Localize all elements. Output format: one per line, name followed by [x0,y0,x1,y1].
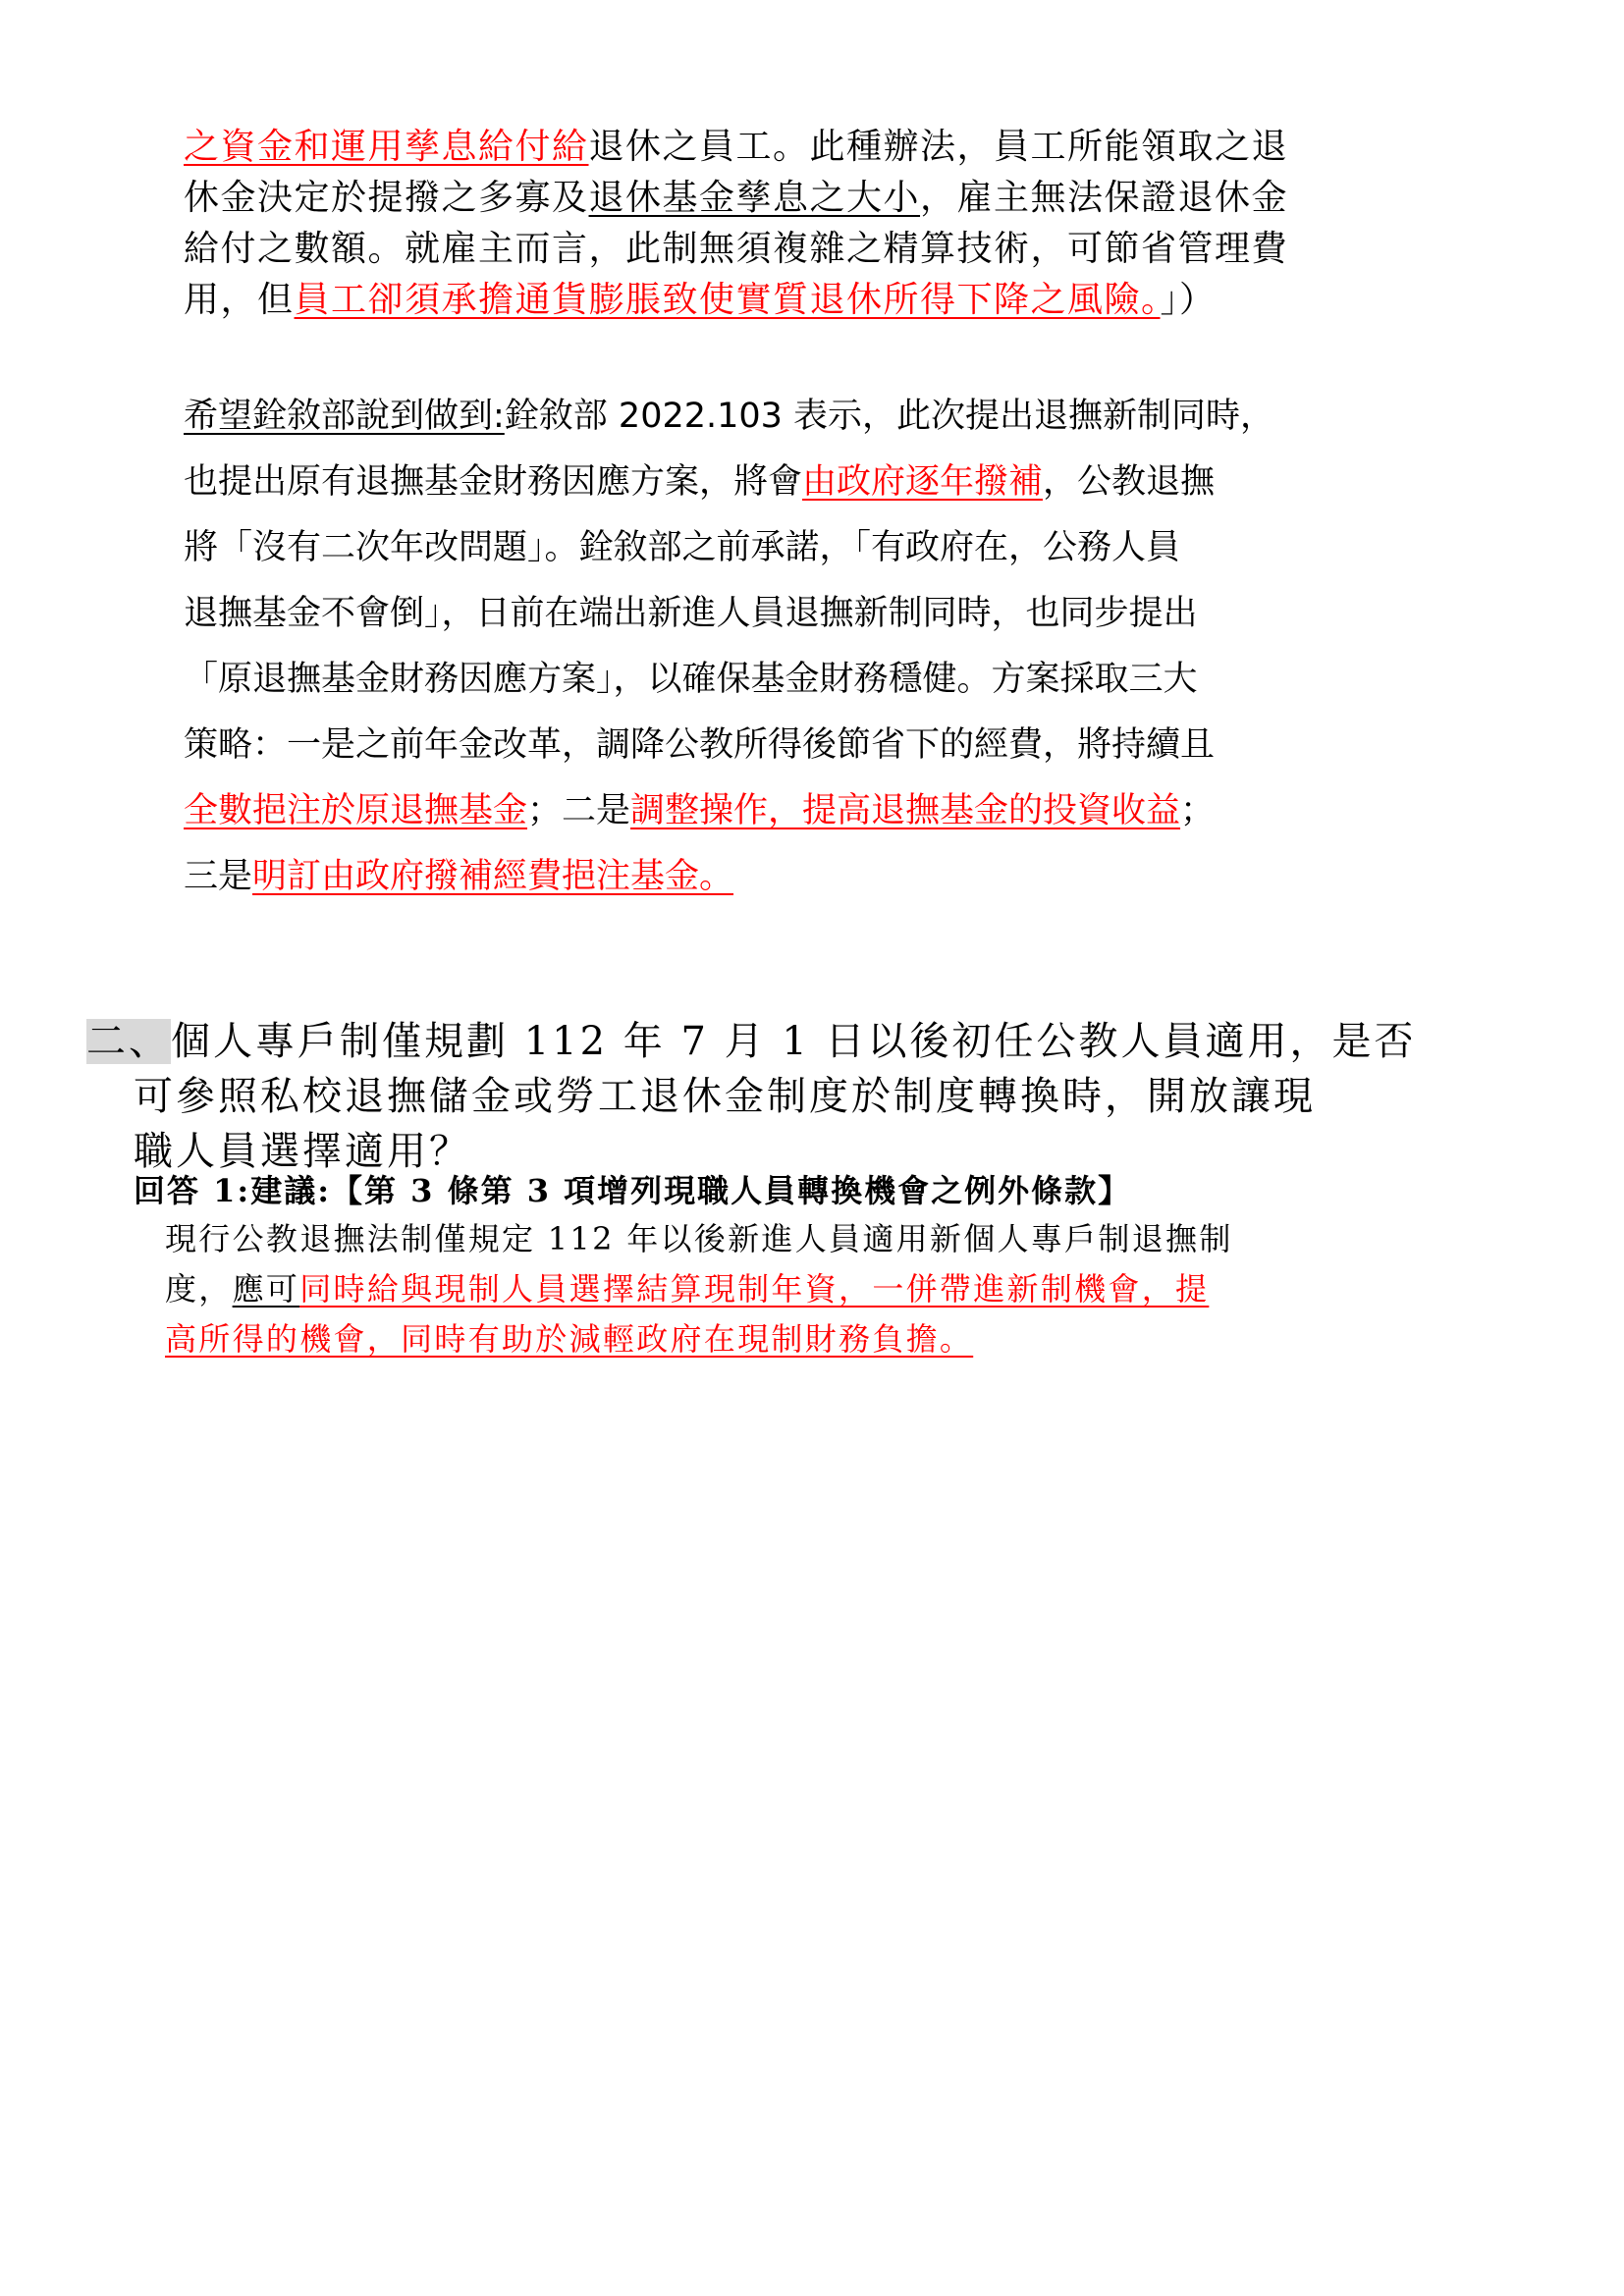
underlined-phrase: 應可 [232,1270,300,1308]
section-2-line-2: 可參照私校退撫儲金或勞工退休金制度於制度轉換時，開放讓現 [134,1074,1316,1119]
red-underlined-phrase: 之資金和運用孳息給付給 [184,127,589,167]
paragraph-2-line-8: 三是明訂由政府撥補經費挹注基金。 [184,857,734,896]
red-underlined-phrase: 由政府逐年撥補 [802,462,1044,502]
paragraph-2-line-3: 將「沒有二次年改問題」。銓敘部之前承諾，「有政府在，公務人員 [184,528,1181,567]
section-number: 二、 [86,1019,171,1064]
red-underlined-phrase: 調整操作，提高退撫基金的投資收益 [630,791,1181,830]
section-2-line-3: 職人員選擇適用？ [134,1129,471,1174]
answer-heading: 回答 1:建議:【第 3 條第 3 項增列現職人員轉換機會之例外條款】 [134,1172,1132,1209]
paragraph-2-line-7: 全數挹注於原退撫基金；二是調整操作，提高退撫基金的投資收益； [184,791,1216,830]
red-underlined-phrase: 高所得的機會，同時有助於減輕政府在現制財務負擔。 [165,1320,974,1358]
red-underlined-phrase: 全數挹注於原退撫基金 [184,791,528,830]
paragraph-1-line-2: 休金決定於提撥之多寡及退休基金孳息之大小，雇主無法保證退休金 [184,178,1289,218]
paragraph-1-line-3: 給付之數額。就雇主而言，此制無須複雜之精算技術，可節省管理費 [184,229,1289,269]
paragraph-2-line-1: 希望銓敘部說到做到:銓敘部 2022.103 表示，此次提出退撫新制同時， [184,397,1275,436]
red-underlined-phrase: 明訂由政府撥補經費挹注基金。 [252,857,734,896]
answer-line-2: 度，應可同時給與現制人員選擇結算現制年資，一併帶進新制機會，提 [165,1270,1210,1308]
underlined-phrase: 退休基金孳息之大小 [588,178,921,218]
paragraph-2-line-2: 也提出原有退撫基金財務因應方案，將會由政府逐年撥補，公教退撫 [184,462,1216,502]
answer-line-3 [165,1320,974,1358]
section-2-line-1: 二、個人專戶制僅規劃 112 年 7 月 1 日以後初任公教人員適用，是否 [86,1019,1417,1064]
paragraph-2-line-6: 策略：一是之前年金改革，調降公教所得後節省下的經費，將持續且 [184,725,1216,765]
red-underlined-phrase: 同時給與現制人員選擇結算現制年資，一併帶進新制機會，提 [299,1270,1210,1308]
red-underlined-phrase: 員工卻須承擔通貨膨脹致使實質退休所得下降之風險。 [294,280,1161,320]
underlined-phrase: 希望銓敘部說到做到: [184,397,505,436]
paragraph-2-line-5: 「原退撫基金財務因應方案」，以確保基金財務穩健。方案採取三大 [184,660,1198,699]
paragraph-2-line-4: 退撫基金不會倒」，日前在端出新進人員退撫新制同時，也同步提出 [184,594,1198,633]
paragraph-1-line-1: 之資金和運用孳息給付給退休之員工。此種辦法，員工所能領取之退 [184,127,1289,167]
answer-line-1: 現行公教退撫法制僅規定 112 年以後新進人員適用新個人專戶制退撫制 [165,1220,1233,1257]
paragraph-1-line-4: 用，但員工卻須承擔通貨膨脹致使實質退休所得下降之風險。」） [184,280,1217,320]
